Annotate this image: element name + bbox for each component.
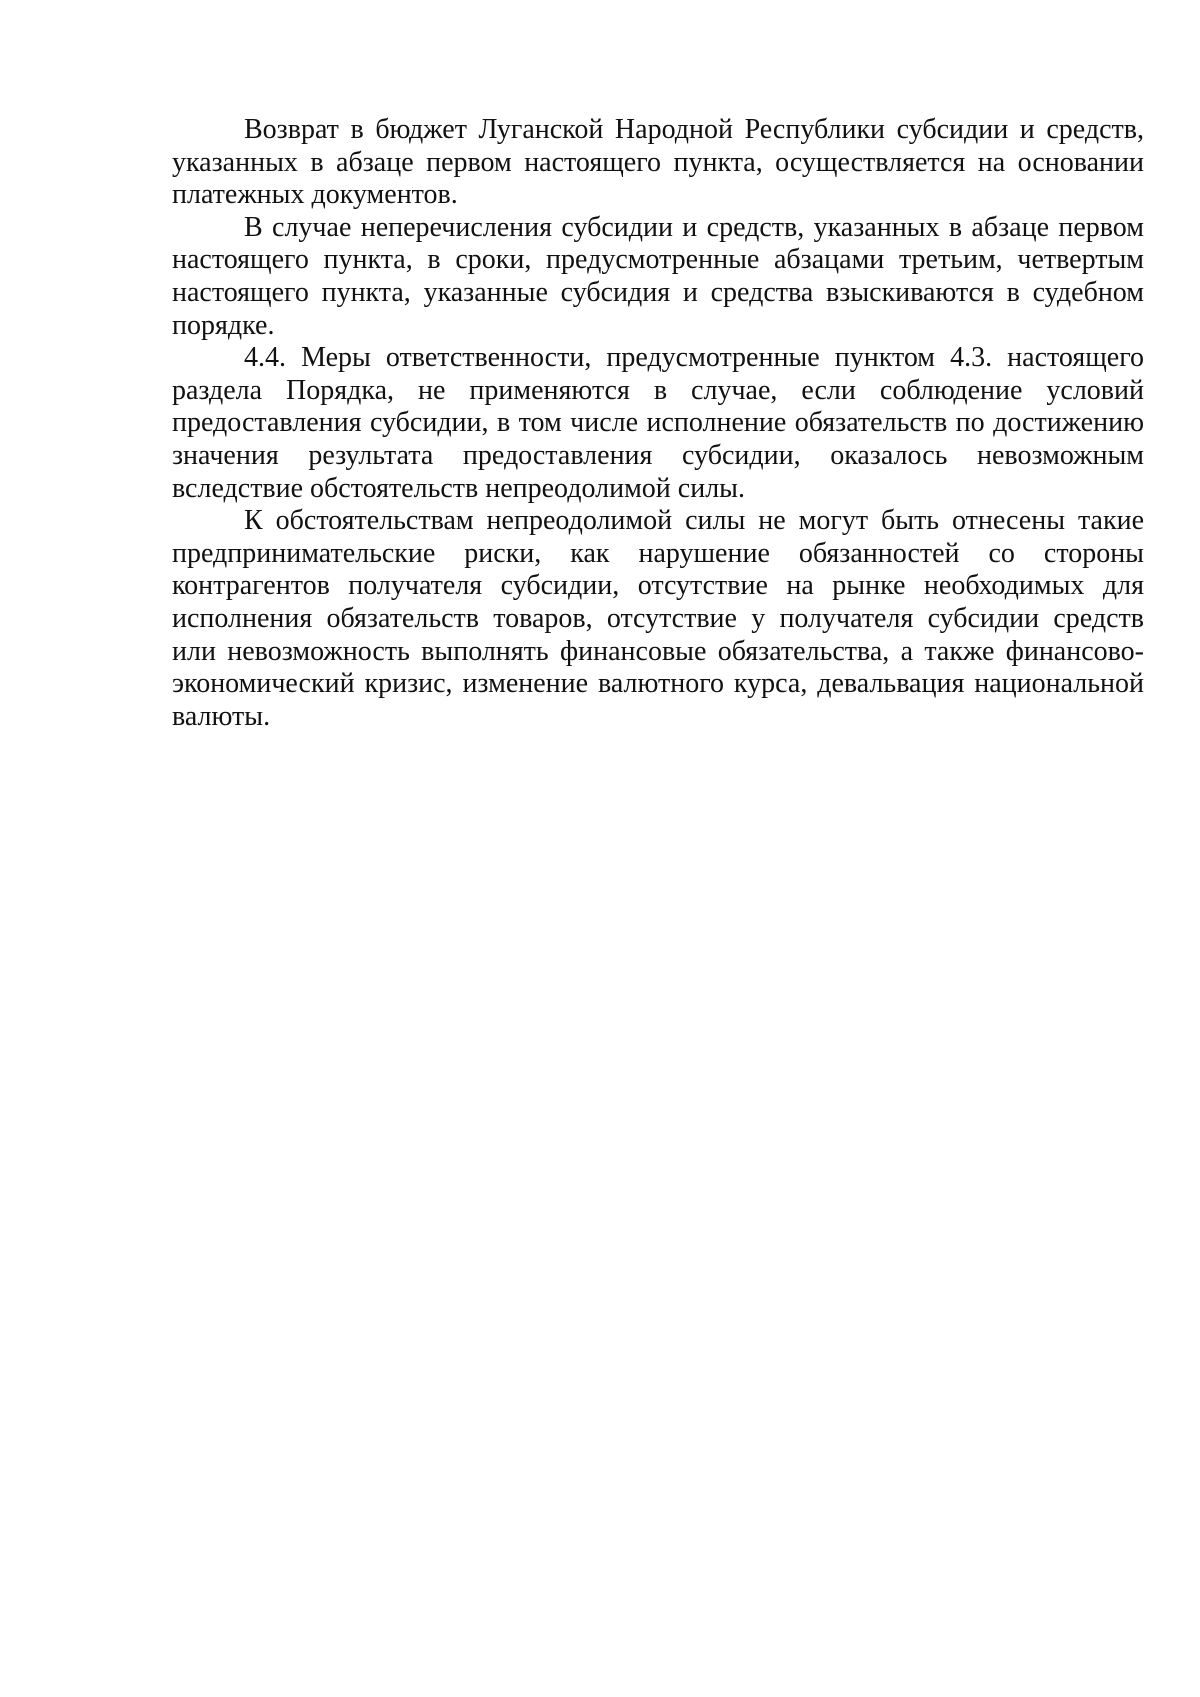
paragraph-force-majeure: К обстоятельствам непреодолимой силы не могут быть отнесены такие предпринимательские риски, как нарушение обязанностей со стороны контрагентов получателя субсидии, отсутствие на рынке необходимых для исполнения обязательств товаров, отсутствие у получателя субсидии средств или невозможность выполнять финансовые обязательства, а также финансово-экономический кризис, изменение валютного курса, девальвация национальной валюты. (172, 505, 1144, 732)
paragraph-refund-budget: Возврат в бюджет Луганской Народной Республики субсидии и средств, указанных в абзаце первом настоящего пункта, осуществляется на основании платежных документов. (172, 114, 1144, 211)
paragraph-court-recovery: В случае неперечисления субсидии и средств, указанных в абзаце первом настоящего пункта, в сроки, предусмотренные абзацами третьим, четвертым настоящего пункта, указанные субсидия и средства взыскиваются в судебном порядке. (172, 211, 1144, 341)
document-body (172, 114, 1144, 733)
paragraph-section-4-4: 4.4. Меры ответственности, предусмотренные пунктом 4.3. настоящего раздела Порядка, не применяются в случае, если соблюдение условий предоставления субсидии, в том числе исполнение обязательств по достижению значения результата предоставления субсидии, оказалось невозможным вследствие обстоятельств непреодолимой силы. (172, 342, 1144, 504)
